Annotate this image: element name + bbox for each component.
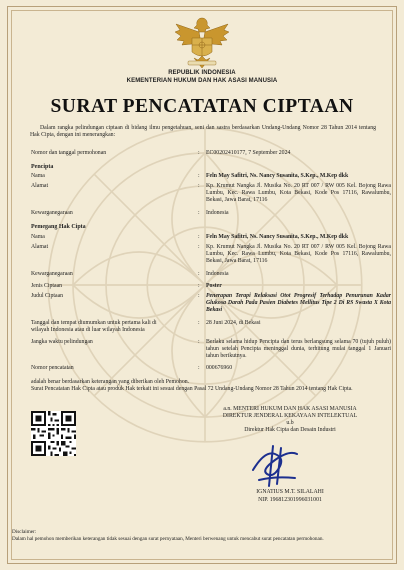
pencipta-heading: Pencipta xyxy=(31,164,54,170)
judul-ciptaan-label: Judul Ciptaan xyxy=(31,293,64,299)
jangka-waktu-value: Berlaku selama hidup Pencipta dan terus berlangsung selama 70 (tujuh puluh) tahun setelah Pencipta meninggal dunia, terhitung mulai tanggal 1 Januari tahun berikutnya. xyxy=(206,339,391,360)
application-label: Nomor dan tanggal permohonan xyxy=(31,150,107,156)
pencipta-kewarganegaraan-label: Kewarganegaraan xyxy=(31,210,73,216)
qr-code xyxy=(31,411,76,456)
colon: : xyxy=(198,234,200,240)
disclaimer-label: Disclaimer: xyxy=(12,529,37,535)
colon: : xyxy=(198,339,200,345)
garuda-pancasila-emblem xyxy=(172,14,232,70)
disclaimer-text: Dalam hal pemohon memberikan keterangan tidak sesuai dengan surat pernyataan, Menteri berwenang untuk mencabut surat pencatatan permohonan. xyxy=(12,536,324,542)
pemegang-heading: Pemegang Hak Cipta xyxy=(31,224,86,230)
intro-paragraph: Dalam rangka pelindungan ciptaan di bidang ilmu pengetahuan, seni dan sastra berdasarkan Undang-Undang Nomor 28 Tahun 2014 tentang Hak Cipta, dengan ini menerangkan: xyxy=(30,125,376,139)
signature-line3: u.b xyxy=(286,420,294,426)
signatory-nip: NIP. 196812301996031001 xyxy=(258,497,322,503)
nomor-pencatatan-label: Nomor pencatatan xyxy=(31,365,74,371)
pemegang-alamat-value: Kp. Krumut Nangka Jl. Musika No. 20 RT 007 / RW 005 Kel. Bojong Rawa Lumbu, Kec. Rawa Lumbu, Kota Bekasi, Kode Pos 17116, Rawalumbu, Bekasi, Jawa Barat, 17116 xyxy=(206,244,391,265)
pemegang-kewarganegaraan-label: Kewarganegaraan xyxy=(31,271,73,277)
page-title: SURAT PENCATATAN CIPTAAN xyxy=(50,96,354,117)
colon: : xyxy=(198,150,200,156)
signature-line4: Direktur Hak Cipta dan Desain Industri xyxy=(244,427,336,433)
colon: : xyxy=(198,271,200,277)
nomor-pencatatan-value: 000676960 xyxy=(206,365,233,371)
signatory-name: IGNATIUS M.T. SILALAHI xyxy=(256,489,324,495)
colon: : xyxy=(198,365,200,371)
colon: : xyxy=(198,320,200,326)
pencipta-alamat-label: Alamat xyxy=(31,183,49,189)
signature-line2: DIREKTUR JENDERAL KEKAYAAN INTELEKTUAL xyxy=(222,413,358,419)
judul-ciptaan-value: Penerapan Terapi Relaksasi Otot Progresif Terhadap Penurunan Kadar Glukosa Darah Pada Pasien Diabetes Mellitus Tipe 2 Di RS Swasta X Kota Bekasi xyxy=(206,293,391,314)
colon: : xyxy=(198,293,200,299)
handwritten-signature xyxy=(245,440,305,490)
colon: : xyxy=(198,183,200,189)
colon: : xyxy=(198,244,200,250)
jangka-waktu-label: Jangka waktu pelindungan xyxy=(31,339,93,345)
colon: : xyxy=(198,283,200,289)
ministry-header-line2: KEMENTERIAN HUKUM DAN HAK ASASI MANUSIA xyxy=(126,78,278,84)
ministry-header-line1: REPUBLIK INDONESIA xyxy=(168,70,236,76)
jenis-ciptaan-value: Poster xyxy=(206,283,222,289)
signature-line1: a.n. MENTERI HUKUM DAN HAK ASASI MANUSIA xyxy=(223,406,357,412)
pemegang-nama-label: Nama xyxy=(31,234,45,240)
application-value: EC00202410177, 7 September 2024 xyxy=(206,150,291,156)
closing-statement-2: Surat Pencatatan Hak Cipta atau produk Hak terkait ini sesuai dengan Pasal 72 Undang-Undang Nomor 28 Tahun 2014 tentang Hak Cipta. xyxy=(31,386,353,392)
pemegang-nama-value: Feln May Safitri, Ns. Nancy Susanita, S.Kep., M.Kep dkk xyxy=(206,234,349,240)
colon: : xyxy=(198,173,200,179)
pemegang-kewarganegaraan-value: Indonesia xyxy=(206,271,229,277)
closing-statement: adalah benar berdasarkan keterangan yang diberikan oleh Pemohon. xyxy=(31,379,190,385)
pencipta-nama-value: Feln May Safitri, Ns. Nancy Susanita, S.Kep., M.Kep dkk xyxy=(206,173,349,179)
pemegang-alamat-label: Alamat xyxy=(31,244,49,250)
colon: : xyxy=(198,210,200,216)
pencipta-kewarganegaraan-value: Indonesia xyxy=(206,210,229,216)
tanggal-diumumkan-label: Tanggal dan tempat diumumkan untuk pertama kali di wilayah Indonesia atau di luar wilayah Indonesia xyxy=(31,320,157,334)
jenis-ciptaan-label: Jenis Ciptaan xyxy=(31,283,63,289)
pencipta-alamat-value: Kp. Krumut Nangka Jl. Musika No. 20 RT 007 / RW 005 Kel. Bojong Rawa Lumbu, Kec. Rawa Lumbu, Kota Bekasi, Kode Pos 17116, Rawalumbu, Bekasi, Jawa Barat, 17116 xyxy=(206,183,391,204)
pencipta-nama-label: Nama xyxy=(31,173,45,179)
tanggal-diumumkan-value: 28 Juni 2024, di Bekasi xyxy=(206,320,261,326)
